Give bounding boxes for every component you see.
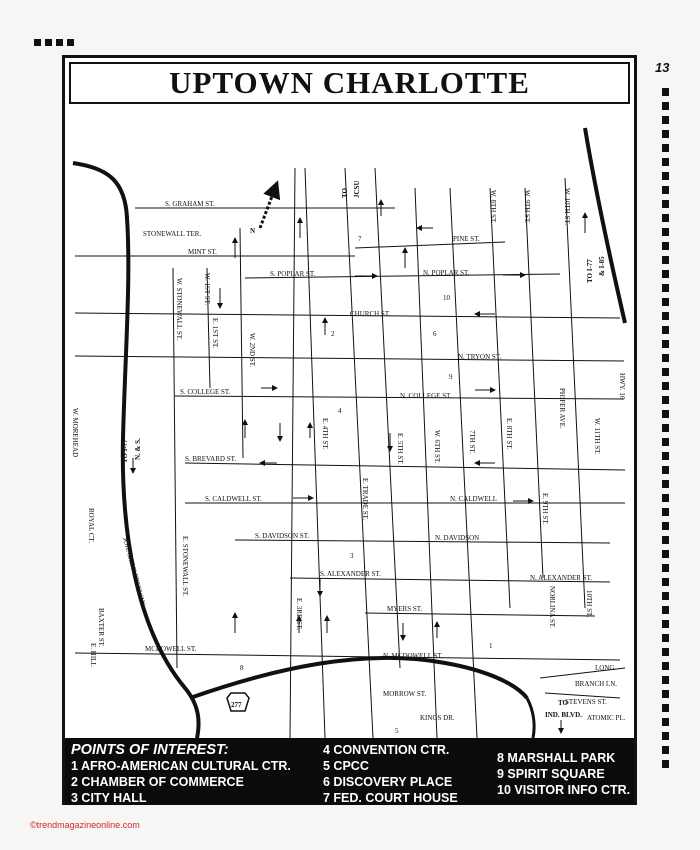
street-label: N. MCDOWELL ST. (383, 652, 443, 660)
w11th-street-line (565, 178, 585, 608)
street-label: E. TRADE ST. (361, 478, 369, 521)
street-label: S. COLLEGE ST. (180, 388, 231, 396)
myers-street-line (365, 613, 595, 616)
map-title: UPTOWN CHARLOTTE (169, 65, 530, 100)
street-label: ROYAL CT. (87, 508, 95, 543)
direction-label: JCSU (353, 180, 361, 198)
street-label: NORLINA ST. (548, 586, 556, 629)
poi-marker-4: 4 (338, 407, 342, 415)
direction-label: TO I-77 (121, 439, 129, 463)
legend-column-3 (497, 750, 630, 798)
i277-shield-icon (227, 693, 249, 711)
street-label: E. 8TH ST. (505, 418, 513, 450)
poi-marker-1: 1 (489, 642, 493, 650)
legend-heading: POINTS OF INTEREST: (71, 742, 229, 758)
poi-marker-5: 5 (395, 727, 399, 735)
direction-label: TO (341, 188, 349, 198)
e5th-street-line (375, 168, 400, 668)
e2nd-street-line (290, 168, 295, 738)
street-label: S. CALDWELL ST. (205, 495, 262, 503)
poi-marker-3: 3 (350, 552, 354, 560)
direction-label: IND. BLVD. (545, 711, 582, 719)
north-label: N (250, 227, 256, 235)
street-label: E. 3RD ST. (295, 598, 303, 631)
street-label: MCDOWELL ST. (145, 645, 197, 653)
street-label: W. 6TH ST. (433, 430, 441, 464)
freeway-east-bottom (527, 698, 534, 738)
poi-marker-8: 8 (240, 664, 244, 672)
street-label: 10TH ST. (585, 590, 593, 618)
corner-dash-marks (34, 33, 78, 51)
poi-marker-7: 7 (358, 235, 362, 243)
street-label: S. GRAHAM ST. (165, 200, 215, 208)
street-label: W. 11TH ST. (593, 418, 601, 455)
church-street-line (75, 313, 620, 318)
street-label: KINGS DR. (420, 714, 455, 722)
street-label: N. TRYON ST. (458, 353, 502, 361)
tryon-street-line (75, 356, 624, 361)
right-dash-marks (662, 88, 670, 774)
legend-item: 9 SPIRIT SQUARE (497, 767, 605, 781)
legend-column-1 (71, 742, 291, 806)
street-label: MINT ST. (188, 248, 217, 256)
brevard-street-line (185, 463, 625, 470)
legend-item: 7 FED. COURT HOUSE (323, 791, 458, 805)
direction-label: TO I-77 (586, 259, 594, 283)
street-label: S. ALEXANDER ST. (320, 570, 381, 578)
street-label: N. DAVIDSON (435, 534, 480, 542)
street-label: W. 8TH ST. (489, 190, 497, 224)
street-label: E. STONEWALL ST. (181, 536, 189, 597)
street-label: N. ALEXANDER ST. (530, 574, 593, 582)
street-label: STEVENS ST. (565, 698, 607, 706)
poi-marker-6: 6 (433, 330, 437, 338)
street-label: E. 5TH ST. (396, 433, 404, 465)
street-label: E. HILL (89, 643, 97, 667)
street-label: STONEWALL TER. (143, 230, 202, 238)
street-label: MORROW ST. (383, 690, 427, 698)
street-label: PINE ST. (453, 235, 480, 243)
street-label: W. 9TH ST. (523, 190, 531, 224)
legend-column-2 (323, 742, 458, 806)
street-label: N. COLLEGE ST. (400, 392, 452, 400)
direction-label: TO (558, 699, 568, 707)
poi-marker-9: 9 (449, 373, 453, 381)
street-label: N. CALDWELL (450, 495, 498, 503)
street-map[interactable] (65, 108, 634, 738)
legend-item: 4 CONVENTION CTR. (323, 743, 450, 757)
svg-text:277: 277 (231, 701, 242, 709)
direction-labels (121, 180, 606, 719)
title-box (69, 62, 630, 104)
poi-marker-10: 10 (443, 294, 450, 302)
street-label: S. DAVIDSON ST. (255, 532, 310, 540)
street-label: MYERS ST. (387, 605, 423, 613)
street-label: BRANCH LN. (575, 680, 618, 688)
street-label: E. 9TH ST. (541, 493, 549, 525)
legend-item: 2 CHAMBER OF COMMERCE (71, 775, 244, 789)
map-frame (62, 55, 637, 805)
w2nd-street-line (240, 228, 243, 458)
poi-marker-2: 2 (331, 330, 335, 338)
street-label: W. 2ND ST. (248, 333, 256, 368)
street-label: CHURCH ST. (350, 310, 391, 318)
site-credit: ©trendmagazineonline.com (30, 820, 140, 830)
street-label: W. STONEWALL ST. (175, 278, 183, 341)
e-trade-line (345, 168, 373, 738)
legend-item: 3 CITY HALL (71, 791, 147, 805)
street-label: S. POPLAR ST. (270, 270, 316, 278)
street-label: N. POPLAR ST. (423, 269, 470, 277)
legend-item: 6 DISCOVERY PLACE (323, 775, 453, 789)
e9th-street-line (525, 188, 543, 578)
legend-item: 5 CPCC (323, 759, 369, 773)
legend-item: 1 AFRO-AMERICAN CULTURAL CTR. (71, 759, 291, 773)
direction-label: N. & S. (134, 438, 142, 460)
legend-item: 8 MARSHALL PARK (497, 751, 616, 765)
pine-street-line (355, 242, 505, 248)
street-label: W. 1ST ST. (203, 273, 211, 306)
freeway-east-curve (585, 128, 625, 323)
street-label: BAXTER ST. (97, 608, 105, 648)
street-label: LONG (595, 664, 615, 672)
one-way-arrows (133, 200, 585, 733)
legend-item: 10 VISITOR INFO CTR. (497, 783, 631, 797)
page-number: 13 (655, 60, 670, 75)
street-label: S. BREVARD ST. (185, 455, 237, 463)
e4th-street-line (305, 168, 325, 738)
direction-label: & I-85 (598, 256, 606, 276)
points-of-interest-legend (65, 738, 634, 805)
street-label: HWY. 16 (618, 373, 626, 400)
street-label: W. MOREHEAD (71, 408, 79, 458)
north-arrow (250, 183, 277, 235)
street-label: ATOMIC PL. (587, 714, 626, 722)
street-label: W. 10TH ST. (563, 188, 571, 225)
street-label: 7TH ST. (468, 430, 476, 454)
street-label: PHIFER AVE. (558, 388, 566, 429)
street-label: JOHNBELK FREEWAY (121, 536, 147, 607)
street-label: E. 4TH ST. (321, 418, 329, 450)
street-label: E. 1ST ST. (211, 318, 219, 349)
